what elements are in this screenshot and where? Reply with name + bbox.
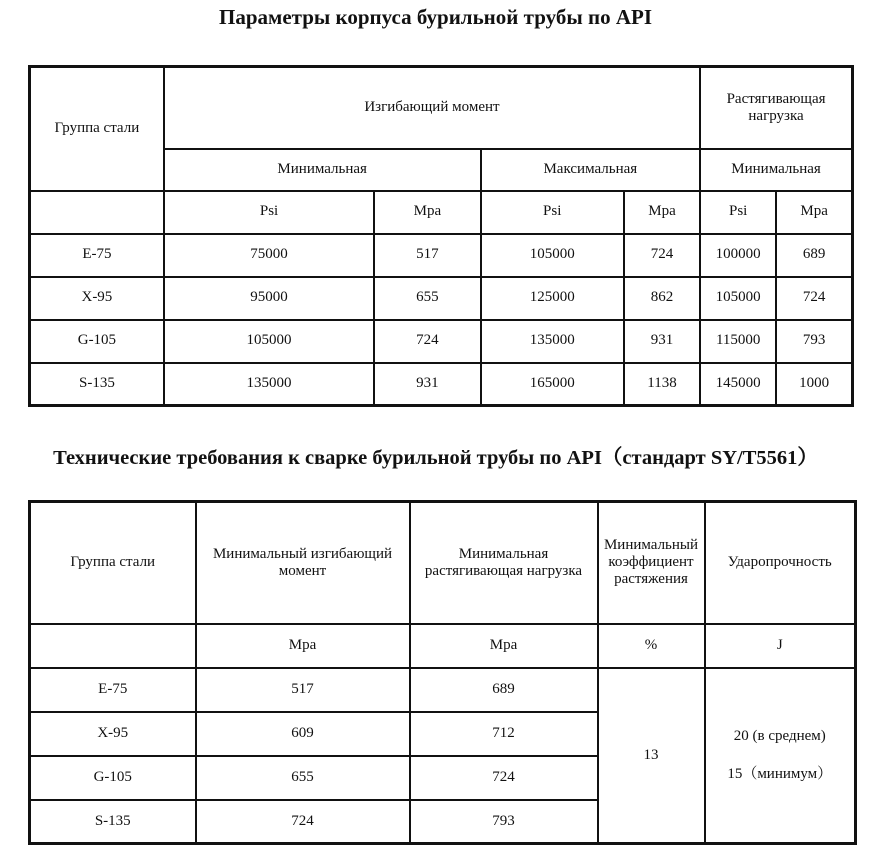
steel-group-header: Группа стали	[30, 67, 164, 191]
data-cell: 1138	[624, 363, 700, 406]
data-cell: 100000	[700, 234, 776, 277]
data-cell: 793	[410, 800, 598, 844]
unit-cell: %	[598, 624, 705, 668]
data-cell: 517	[374, 234, 480, 277]
steel-grade-cell: X-95	[30, 712, 196, 756]
data-cell: 931	[624, 320, 700, 363]
data-cell: 105000	[700, 277, 776, 320]
min-tensile-load-header: Минимальная растягивающая нагрузка	[410, 502, 598, 624]
table-row	[30, 320, 853, 363]
data-cell: 724	[776, 277, 852, 320]
data-cell: 724	[196, 800, 410, 844]
min-bending-moment-header: Минимальный изгибающий момент	[196, 502, 410, 624]
table-row	[30, 668, 856, 712]
steel-grade-cell: E-75	[30, 234, 164, 277]
data-cell: 689	[776, 234, 852, 277]
section-title: Технические требования к сварке бурильной трубы по API（стандарт SY/T5561）	[53, 447, 818, 469]
tensile-load-header: Растягивающая нагрузка	[700, 67, 852, 149]
api-pipe-body-parameters-table	[28, 65, 854, 407]
unit-cell: Mpa	[624, 191, 700, 234]
data-cell: 712	[410, 712, 598, 756]
data-cell: 862	[624, 277, 700, 320]
steel-grade-cell: S-135	[30, 363, 164, 406]
steel-grade-cell: G-105	[30, 756, 196, 800]
unit-cell: Psi	[164, 191, 374, 234]
data-cell: 724	[410, 756, 598, 800]
data-cell: 135000	[481, 320, 624, 363]
steel-grade-cell: S-135	[30, 800, 196, 844]
steel-grade-cell: E-75	[30, 668, 196, 712]
data-cell: 655	[374, 277, 480, 320]
impact-strength-header: Ударопрочность	[705, 502, 856, 624]
elongation-value-cell: 13	[598, 668, 705, 844]
unit-cell: Psi	[700, 191, 776, 234]
maximal-header: Максимальная	[481, 149, 701, 191]
data-cell: 689	[410, 668, 598, 712]
data-cell: 145000	[700, 363, 776, 406]
table-row	[30, 277, 853, 320]
min-elongation-header: Минимальный коэффициент растяжения	[598, 502, 705, 624]
unit-cell: Mpa	[410, 624, 598, 668]
bending-moment-header: Изгибающий момент	[164, 67, 700, 149]
data-cell: 75000	[164, 234, 374, 277]
tensile-minimal-header: Минимальная	[700, 149, 852, 191]
data-cell: 125000	[481, 277, 624, 320]
minimal-header: Минимальная	[164, 149, 481, 191]
unit-cell: Mpa	[196, 624, 410, 668]
data-cell: 115000	[700, 320, 776, 363]
impact-strength-cell	[705, 668, 856, 844]
unit-cell: Psi	[481, 191, 624, 234]
data-cell: 793	[776, 320, 852, 363]
data-cell: 655	[196, 756, 410, 800]
data-cell: 165000	[481, 363, 624, 406]
data-cell: 105000	[481, 234, 624, 277]
impact-average: 20 (в среднем)	[733, 728, 826, 745]
data-cell: 724	[374, 320, 480, 363]
data-cell: 931	[374, 363, 480, 406]
data-cell: 95000	[164, 277, 374, 320]
unit-cell: J	[705, 624, 856, 668]
page-title: Параметры корпуса бурильной трубы по API	[219, 5, 652, 29]
data-cell: 135000	[164, 363, 374, 406]
table-row	[30, 234, 853, 277]
unit-cell: Mpa	[776, 191, 852, 234]
impact-minimum: 15（минимум）	[727, 766, 833, 783]
api-welding-requirements-table	[28, 500, 857, 845]
steel-grade-cell: X-95	[30, 277, 164, 320]
unit-cell: Mpa	[374, 191, 480, 234]
data-cell: 609	[196, 712, 410, 756]
table-row	[30, 363, 853, 406]
steel-group-header: Группа стали	[30, 502, 196, 624]
data-cell: 724	[624, 234, 700, 277]
empty-unit-cell	[30, 191, 164, 234]
empty-unit-cell	[30, 624, 196, 668]
data-cell: 517	[196, 668, 410, 712]
steel-grade-cell: G-105	[30, 320, 164, 363]
data-cell: 105000	[164, 320, 374, 363]
data-cell: 1000	[776, 363, 852, 406]
